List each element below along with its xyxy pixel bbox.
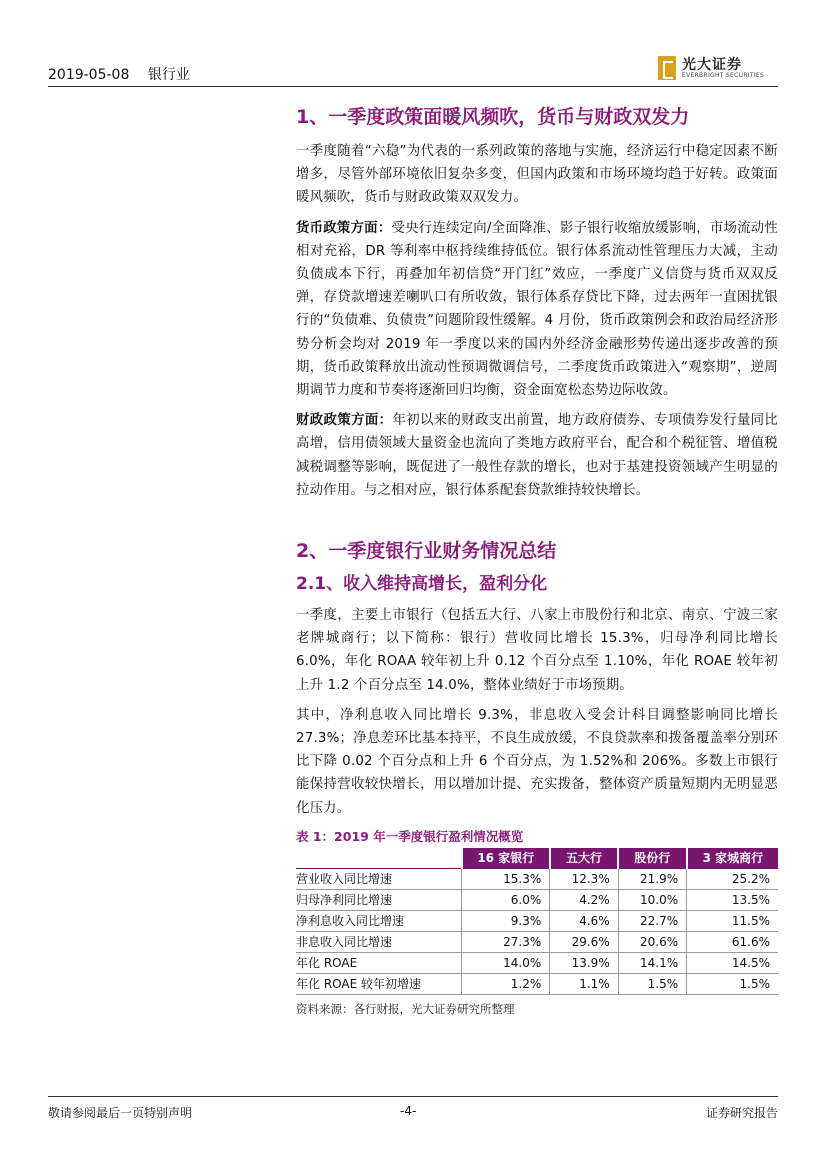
table-cell: 27.3% xyxy=(462,931,550,952)
table-cell: 22.7% xyxy=(618,910,686,931)
table-cell: 6.0% xyxy=(462,889,550,910)
table-row xyxy=(296,868,778,889)
table-cell: 13.5% xyxy=(687,889,778,910)
table-cell: 11.5% xyxy=(687,910,778,931)
row-label: 年化 ROAE xyxy=(296,952,462,973)
section2-title: 2、一季度银行业财务情况总结 xyxy=(296,540,557,563)
row-label: 净利息收入同比增速 xyxy=(296,910,462,931)
para2-lead: 货币政策方面： xyxy=(296,220,392,236)
table-row xyxy=(296,973,778,994)
footer-divider xyxy=(48,1096,778,1097)
table-cell: 1.5% xyxy=(618,973,686,994)
table-cell: 4.2% xyxy=(550,889,618,910)
header-divider xyxy=(48,86,778,87)
table-row xyxy=(296,889,778,910)
table-cell: 10.0% xyxy=(618,889,686,910)
table-cell: 1.1% xyxy=(550,973,618,994)
section2-para1: 一季度，主要上市银行（包括五大行、八家上市股份行和北京、南京、宁波三家老牌城商行；以下简称：银行）营收同比增长 15.3%，归母净利同比增长 6.0%，年化 ROAA 较年初上升 0.12 个百分点至 1.10%，年化 ROAE 较年初上升 1.2 个百分点至 14.0%，整体业绩好于市场预期。 xyxy=(296,608,778,693)
logo-text-cn: 光大证券 xyxy=(682,57,742,73)
table-header-row xyxy=(296,848,778,869)
table-row xyxy=(296,910,778,931)
table-cell: 14.5% xyxy=(687,952,778,973)
row-label: 营业收入同比增速 xyxy=(296,868,462,889)
table-header-blank xyxy=(296,848,462,869)
logo-text-en: EVERBRIGHT SECURITIES xyxy=(682,72,765,79)
table-cell: 4.6% xyxy=(550,910,618,931)
disclaimer-note: 敬请参阅最后一页特别声明 xyxy=(48,1106,193,1120)
section1-para3 xyxy=(296,409,778,502)
row-label: 年化 ROAE 较年初增速 xyxy=(296,973,462,994)
para3-lead: 财政政策方面： xyxy=(296,413,393,429)
table-source: 资料来源：各行财报，光大证券研究所整理 xyxy=(296,1001,515,1016)
table-cell: 13.9% xyxy=(550,952,618,973)
header-meta xyxy=(48,64,204,84)
table-title: 表 1：2019 年一季度银行盈利情况概览 xyxy=(296,828,524,844)
table-cell: 1.5% xyxy=(687,973,778,994)
para3-body: 年初以来的财政支出前置，地方政府债券、专项债券发行量同比高增，信用债领域大量资金也流向了类地方政府平台，配合和个税征管、增值税减税调整等影响，既促进了一般性存款的增长，也对于基建投资领域产生明显的拉动作用。与之相对应，银行体系配套贷款维持较快增长。 xyxy=(296,413,778,498)
table-cell: 61.6% xyxy=(687,931,778,952)
table-cell: 12.3% xyxy=(550,868,618,889)
company-logo xyxy=(658,54,778,84)
table-cell: 21.9% xyxy=(618,868,686,889)
industry-label: 银行业 xyxy=(147,67,190,83)
table-header-col: 五大行 xyxy=(550,848,618,869)
table-header-col: 3 家城商行 xyxy=(687,848,778,869)
table-header-col: 股份行 xyxy=(618,848,686,869)
page-header xyxy=(48,54,778,88)
profit-table xyxy=(296,848,778,995)
section1-title: 1、一季度政策面暖风频吹，货币与财政双发力 xyxy=(296,106,690,128)
table-header-col: 16 家银行 xyxy=(462,848,550,869)
main-content xyxy=(296,100,778,1017)
table-cell: 1.2% xyxy=(462,973,550,994)
table-cell: 9.3% xyxy=(462,910,550,931)
page-number: -4- xyxy=(400,1104,417,1118)
para2-body: 受央行连续定向/全面降准、影子银行收缩放缓影响，市场流动性相对充裕，DR 等利率中枢持续维持低位。银行体系流动性管理压力大减，主动负债成本下行，再叠加年初信贷“开门红”效应，一季度广义信贷与货币双双反弹，存贷款增速差喇叭口有所收敛，银行体系存贷比下降，过去两年一直困扰银行的“负债难、负债贵”问题阶段性缓解。4 月份，货币政策例会和政治局经济形势分析会均对 2019 年一季度以来的国内外经济金融形势传递出逐步改善的预期，货币政策释放出流动性预调微调信号，二季度货币政策进入“观察期”，逆周期调节力度和节奏将逐渐回归均衡，资金面宽松态势边际收敛。 xyxy=(296,220,779,399)
table-cell: 25.2% xyxy=(687,868,778,889)
table-row xyxy=(296,931,778,952)
report-type: 证券研究报告 xyxy=(705,1106,778,1120)
table-cell: 29.6% xyxy=(550,931,618,952)
section2-1-title: 2.1、收入维持高增长，盈利分化 xyxy=(296,574,548,595)
row-label: 非息收入同比增速 xyxy=(296,931,462,952)
table-row xyxy=(296,952,778,973)
table-cell: 20.6% xyxy=(618,931,686,952)
section1-para1: 一季度随着“六稳”为代表的一系列政策的落地与实施，经济运行中稳定因素不断增多，尽管外部环境依旧复杂多变，但国内政策和市场环境均趋于好转。政策面暖风频吹，货币与财政政策双双发力。 xyxy=(296,144,778,206)
table-cell: 15.3% xyxy=(462,868,550,889)
row-label: 归母净利同比增速 xyxy=(296,889,462,910)
logo-mark-icon xyxy=(658,56,676,80)
report-date: 2019-05-08 xyxy=(48,67,130,83)
section1-para2 xyxy=(296,217,778,403)
table-cell: 14.1% xyxy=(618,952,686,973)
table-cell: 14.0% xyxy=(462,952,550,973)
section2-para2: 其中，净利息收入同比增长 9.3%，非息收入受会计科目调整影响同比增长 27.3%；净息差环比基本持平，不良生成放缓，不良贷款率和拨备覆盖率分别环比下降 0.02 个百分点和上升 6 个百分点，为 1.52%和 206%。多数上市银行能保持营收较快增长，用以增加计提、充实拨备，整体资产质量短期内无明显恶化压力。 xyxy=(296,707,778,816)
